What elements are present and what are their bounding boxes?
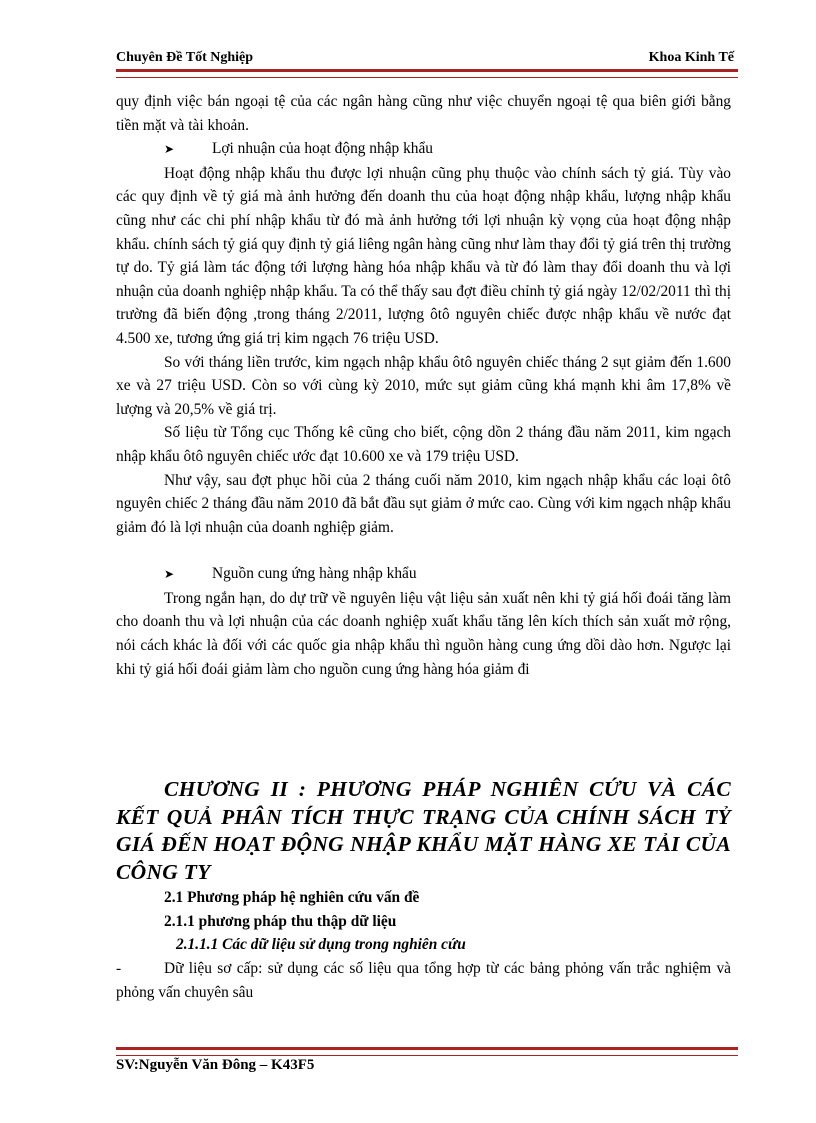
- paragraph: Trong ngắn hạn, do dự trữ về nguyên liệu vật liệu sản xuất nên khi tỷ giá hối đoái tăng làm cho doanh thu và lợi nhuận của các doanh nghiệp xuất khẩu tăng lên kích thích sản xuất mở rộng, nói cách khác là đối với các quốc gia nhập khẩu thì nguồn hàng cung ứng dồi dào hơn. Ngược lại khi tỷ giá hối đoái giảm làm cho nguồn cung ứng hàng hóa giảm đi: [116, 589, 731, 678]
- paragraph: quy định việc bán ngoại tệ của các ngân hàng cũng như việc chuyển ngoại tệ qua biên giới bằng tiền mặt và tài khoản.: [116, 93, 731, 134]
- bullet-item: [116, 137, 731, 162]
- dash-list-item: [116, 957, 731, 1004]
- paragraph: Số liệu từ Tổng cục Thống kê cũng cho biết, cộng dồn 2 tháng đầu năm 2011, kim ngạch nhập khẩu ôtô nguyên chiếc ước đạt 10.600 xe và 179 triệu USD.: [116, 424, 731, 465]
- chapter-title: CHƯƠNG II : PHƯƠNG PHÁP NGHIÊN CỨU VÀ CÁC KẾT QUẢ PHÂN TÍCH THỰC TRẠNG CỦA CHÍNH SÁCH TỶ GIÁ ĐẾN HOẠT ĐỘNG NHẬP KHẨU MẶT HÀNG XE TẢI CỦA CÔNG TY: [116, 777, 731, 884]
- section-heading: 2.1 Phương pháp hệ nghiên cứu vấn đề: [164, 889, 420, 907]
- dash-marker: -: [116, 960, 122, 978]
- bullet-text: Nguồn cung ứng hàng nhập khẩu: [212, 565, 417, 583]
- dash-list-text: Dữ liệu sơ cấp: sử dụng các số liệu qua tổng hợp từ các bảng phỏng vấn trắc nghiệm và phỏng vấn chuyên sâu: [116, 960, 731, 1001]
- subsubsection-heading: 2.1.1.1 Các dữ liệu sử dụng trong nghiên cứu: [176, 936, 466, 954]
- spacer: [116, 681, 731, 776]
- spacer: [116, 539, 731, 562]
- header-title: Chuyên Đề Tốt Nghiệp: [116, 50, 254, 65]
- document-body: [116, 90, 731, 1004]
- page-footer: SV:Nguyễn Văn Đông – K43F5: [116, 1057, 315, 1073]
- header-faculty: Khoa Kinh Tế: [648, 50, 734, 65]
- bullet-text: Lợi nhuận của hoạt động nhập khẩu: [212, 140, 433, 158]
- arrowhead-bullet-icon: ➤: [164, 142, 175, 157]
- subsection-heading: 2.1.1 phương pháp thu thập dữ liệu: [164, 912, 397, 930]
- paragraph: Hoạt động nhập khẩu thu được lợi nhuận cũng phụ thuộc vào chính sách tỷ giá. Tùy vào các quy định về tỷ giá mà ảnh hưởng đến doanh thu của hoạt động nhập khẩu, lượng nhập khẩu cũng như các chi phí nhập khẩu từ đó mà ảnh hưởng tới lợi nhuận kỳ vọng của hoạt động nhập khẩu. chính sách tỷ giá quy định tỷ giá liêng ngân hàng cũng như làm thay đổi tỷ giá trên thị trường tự do. Tỷ giá làm tác động tới lượng hàng hóa nhập khẩu và từ đó làm thay đổi doanh thu và lợi nhuận của doanh nghiệp nhập khẩu. Ta có thể thấy sau đợt điều chỉnh tỷ giá ngày 12/02/2011 thì thị trường đã biến động ,trong tháng 2/2011, lượng ôtô nguyên chiếc được nhập khẩu về nước đạt 4.500 xe, tương ứng giá trị kim ngạch 76 triệu USD.: [116, 164, 731, 347]
- arrowhead-bullet-icon: ➤: [164, 567, 175, 582]
- page-header: [116, 50, 734, 68]
- paragraph: So với tháng liền trước, kim ngạch nhập khẩu ôtô nguyên chiếc tháng 2 sụt giảm đến 1.600 xe và 27 triệu USD. Còn so với cùng kỳ 2010, mức sụt giảm cũng khá mạnh khi âm 17,8% về lượng và 20,5% về giá trị.: [116, 353, 731, 418]
- header-rule: [116, 69, 738, 78]
- paragraph: Như vậy, sau đợt phục hồi của 2 tháng cuối năm 2010, kim ngạch nhập khẩu các loại ôtô nguyên chiếc 2 tháng đầu năm 2010 đã bắt đầu sụt giảm ở mức cao. Cùng với kim ngạch nhập khẩu giảm đó là lợi nhuận của doanh nghiệp giảm.: [116, 471, 731, 536]
- bullet-item: [116, 562, 731, 587]
- footer-rule: [116, 1047, 738, 1056]
